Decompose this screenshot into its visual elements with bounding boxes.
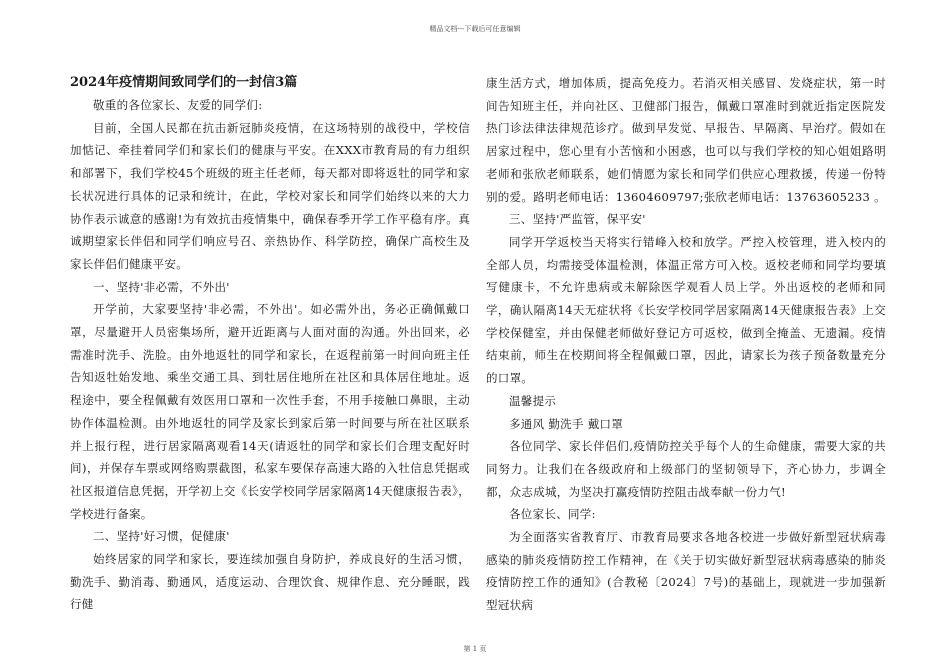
document-title: 2024年疫情期间致同学们的一封信3篇: [70, 75, 298, 90]
left-column: [70, 72, 470, 616]
section-heading: 一、坚持'非必需，不外出': [93, 279, 230, 294]
tip-slogan: 多通风 勤洗手 戴口罩: [509, 416, 624, 431]
right-column: [486, 72, 886, 617]
paragraph: 各位同学、家长伴侣们,疫情防控关乎每个人的生命健康，需要大家的共同努力。让我们在各级政府和上级部门的坚韧领导下，齐心协力，步调全都，众志成城，为坚决打赢疫情防控阻击战奉献一份力气!: [486, 439, 886, 499]
tip-heading: 温馨提示: [509, 393, 557, 408]
paragraph: 目前，全国人民都在抗击新冠肺炎疫情，在这场特别的战役中，学校信加惦记、牵挂着同学们和家长们的健康与平安。在XXX市教育局的有力组织和部署下，我们学校45个班级的班主任老师，每天都对即将返牡的同学和家长状况进行具体的记录和统计，在此，学校对家长和同学们始终以来的大力协作表示诚意的感谢!为有效抗击疫情集中，确保春季开学工作平稳有序。真诚期望家长伴侣和同学们响应号召、亲热协作、科学防控，确保广高校生及家长伴侣们健康平安。: [70, 120, 470, 271]
paragraph: 始终居家的同学和家长，要连续加强自身防护，养成良好的生活习惯，勤洗手、勤消毒、勤通风，适度运动、合理饮食、规律作息、充分睡眠，践行健: [70, 552, 470, 612]
paragraph-continued: 康生活方式，增加体质，提高免疫力。若消灭相关感冒、发烧症状，第一时间告知班主任，并向社区、卫健部门报告，佩戴口罩准时到就近指定医院发热门诊法律法律规范诊疗。做到早发觉、早报告、早隔离、早治疗。假如在居家过程中，您心里有小苦恼和小困惑，也可以与我们学校的知心姐姐路明老师和张欣老师联系，她们情愿为家长和同学们供应心理救援，传递一份特别的爱。路明老师电话：13604609797;张欣老师电话：13763605233 。: [486, 76, 886, 204]
section-heading: 二、坚持'好习惯，促健康': [93, 529, 230, 544]
page-header: 精品文档---下载后可任意编辑: [429, 25, 521, 33]
paragraph: 同学开学返校当天将实行错峰入校和放学。严控入校管理，进入校内的全部人员，均需接受体温检测，体温正常方可入校。返校老师和同学均要填写健康卡，不允许患病或未解除医学观看人员上学。外出返校的老师和同学，确认隔离14天无症状将《长安学校同学居家隔离14天健康报告表》上交学校保健室，并由保健老师做好登记方可返校，做到全掩盖、无遗漏。疫情结束前，师生在校期间将全程佩戴口罩，因此，请家长为孩子预备数量充分的口罩。: [486, 234, 886, 386]
section-heading: 三、坚持'严监管，保平安': [509, 212, 646, 227]
paragraph: 为全面落实省教育厅、市教育局要求各地各校进一步做好新型冠状病毒感染的肺炎疫情防控工作精神，在《关于切实做好新型冠状病毒感染的肺炎疫情防控工作的通知》(合教秘〔2024〕7号)的基础上，现就进一步加强新型冠状病: [486, 530, 886, 613]
paragraph: 开学前，大家要坚持'非必需，不外出'。如必需外出，务必正确佩戴口罩，尽量避开人员密集场所，避开近距离与人面对面的沟通。外出回来，必需准时洗手、洗脸。由外地返牡的同学和家长，在返程前第一时间向班主任告知返牡始发地、乘坐交通工具、到牡居住地所在社区和具体居住地址。返程途中，要全程佩戴有效医用口罩和一次性手套，不用手接触口鼻眼，主动协作体温检测。由外地返牡的同学及家长到家后第一时间要与所在社区联系并上报行程，进行居家隔离观看14天(请返牡的同学和家长们合理支配好时间)，并保存车票或网络购票截图，私家车要保存高速大路的入牡信息凭据或社区报道信息凭据，开学初上交《长安学校同学居家隔离14天健康报告表》，学校进行备案。: [70, 302, 470, 521]
page-number: 第 1 页: [463, 645, 487, 653]
salutation: 敬重的各位家长、友爱的同学们:: [93, 98, 263, 112]
salutation: 各位家长、同学:: [509, 507, 596, 522]
